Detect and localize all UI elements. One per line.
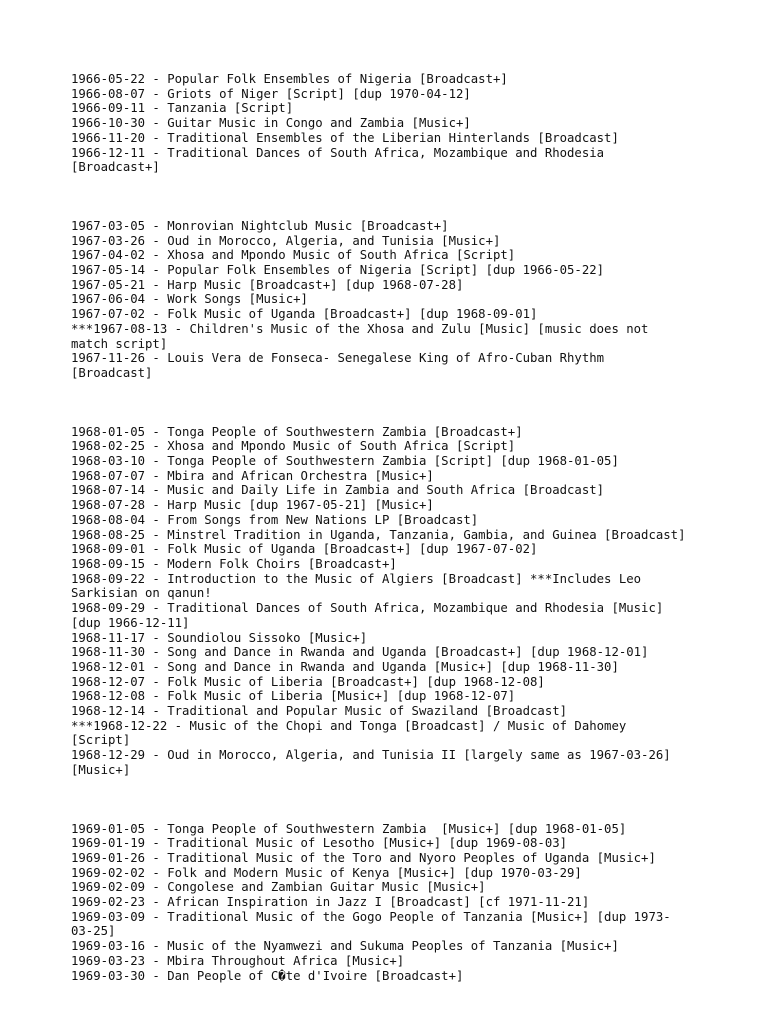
document-line: 1969-03-16 - Music of the Nyamwezi and Sukuma Peoples of Tanzania [Music+]: [71, 939, 619, 954]
document-line: 1969-03-09 - Traditional Music of the Gogo People of Tanzania [Music+] [dup 1973-: [71, 909, 671, 924]
document-line: 1968-09-22 - Introduction to the Music of Algiers [Broadcast] ***Includes Leo: [71, 571, 642, 586]
year-group-1968: [71, 425, 711, 778]
year-group-1967: [71, 219, 711, 381]
section-spacer: [71, 778, 711, 822]
document-line: 1968-12-29 - Oud in Morocco, Algeria, and Tunisia II [largely same as 1967-03-26]: [71, 748, 671, 763]
document-line: 1968-03-10 - Tonga People of Southwestern Zambia [Script] [dup 1968-01-05]: [71, 454, 619, 469]
document-line: 1967-04-02 - Xhosa and Mpondo Music of South Africa [Script]: [71, 248, 516, 263]
document-line: 1968-01-05 - Tonga People of Southwestern Zambia [Broadcast+]: [71, 424, 523, 439]
document-line: 1966-12-11 - Traditional Dances of South Africa, Mozambique and Rhodesia: [71, 145, 605, 160]
document-line: 1969-03-23 - Mbira Throughout Africa [Music+]: [71, 953, 405, 968]
document-line: 1969-03-30 - Dan People of C�te d'Ivoire [Broadcast+]: [71, 968, 464, 983]
document-page: [71, 72, 711, 983]
document-line: 1969-01-26 - Traditional Music of the Toro and Nyoro Peoples of Uganda [Music+]: [71, 850, 656, 865]
document-line: 1967-06-04 - Work Songs [Music+]: [71, 292, 308, 307]
document-line: 1968-07-28 - Harp Music [dup 1967-05-21] [Music+]: [71, 498, 434, 513]
document-line: 1969-02-09 - Congolese and Zambian Guitar Music [Music+]: [71, 880, 486, 895]
document-line: 1968-09-29 - Traditional Dances of South Africa, Mozambique and Rhodesia [Music]: [71, 601, 664, 616]
document-line: 1969-01-19 - Traditional Music of Lesotho [Music+] [dup 1969-08-03]: [71, 836, 568, 851]
document-line: ***1968-12-22 - Music of the Chopi and Tonga [Broadcast] / Music of Dahomey: [71, 718, 627, 733]
document-line: 1968-12-14 - Traditional and Popular Music of Swaziland [Broadcast]: [71, 704, 568, 719]
section-spacer: [71, 175, 711, 219]
document-line: 03-25]: [71, 924, 116, 939]
document-line: 1968-11-30 - Song and Dance in Rwanda and Uganda [Broadcast+] [dup 1968-12-01]: [71, 645, 649, 660]
document-line: 1968-07-07 - Mbira and African Orchestra [Music+]: [71, 468, 434, 483]
document-line: [Broadcast]: [71, 365, 153, 380]
document-line: 1967-03-26 - Oud in Morocco, Algeria, and Tunisia [Music+]: [71, 233, 501, 248]
document-line: 1967-07-02 - Folk Music of Uganda [Broadcast+] [dup 1968-09-01]: [71, 307, 538, 322]
document-line: [Music+]: [71, 762, 131, 777]
document-line: [Broadcast+]: [71, 160, 160, 175]
document-line: 1968-08-25 - Minstrel Tradition in Uganda, Tanzania, Gambia, and Guinea [Broadcast]: [71, 527, 686, 542]
document-line: 1967-05-14 - Popular Folk Ensembles of Nigeria [Script] [dup 1966-05-22]: [71, 263, 605, 278]
document-line: 1968-07-14 - Music and Daily Life in Zambia and South Africa [Broadcast]: [71, 483, 605, 498]
year-group-1966: [71, 72, 711, 175]
document-line: 1968-09-15 - Modern Folk Choirs [Broadcast+]: [71, 556, 397, 571]
section-spacer: [71, 381, 711, 425]
document-line: 1969-02-02 - Folk and Modern Music of Kenya [Music+] [dup 1970-03-29]: [71, 865, 582, 880]
document-line: 1969-01-05 - Tonga People of Southwestern Zambia [Music+] [dup 1968-01-05]: [71, 821, 627, 836]
document-line: ***1967-08-13 - Children's Music of the Xhosa and Zulu [Music] [music does not: [71, 321, 649, 336]
document-line: 1967-05-21 - Harp Music [Broadcast+] [dup 1968-07-28]: [71, 277, 464, 292]
document-line: 1968-12-08 - Folk Music of Liberia [Music+] [dup 1968-12-07]: [71, 689, 516, 704]
document-line: 1968-12-01 - Song and Dance in Rwanda and Uganda [Music+] [dup 1968-11-30]: [71, 659, 619, 674]
document-line: match script]: [71, 336, 168, 351]
year-group-1969: [71, 822, 711, 984]
document-line: 1966-05-22 - Popular Folk Ensembles of Nigeria [Broadcast+]: [71, 72, 508, 86]
document-line: 1966-09-11 - Tanzania [Script]: [71, 101, 294, 116]
document-line: 1968-09-01 - Folk Music of Uganda [Broadcast+] [dup 1967-07-02]: [71, 542, 538, 557]
document-line: 1968-08-04 - From Songs from New Nations LP [Broadcast]: [71, 512, 479, 527]
document-line: 1968-02-25 - Xhosa and Mpondo Music of South Africa [Script]: [71, 439, 516, 454]
document-line: 1968-12-07 - Folk Music of Liberia [Broadcast+] [dup 1968-12-08]: [71, 674, 545, 689]
document-line: 1968-11-17 - Soundiolou Sissoko [Music+]: [71, 630, 368, 645]
document-line: 1966-08-07 - Griots of Niger [Script] [dup 1970-04-12]: [71, 86, 471, 101]
document-line: 1966-11-20 - Traditional Ensembles of the Liberian Hinterlands [Broadcast]: [71, 130, 619, 145]
document-line: Sarkisian on qanun!: [71, 586, 212, 601]
document-line: [Script]: [71, 733, 131, 748]
document-line: 1967-11-26 - Louis Vera de Fonseca- Senegalese King of Afro-Cuban Rhythm: [71, 351, 605, 366]
document-line: 1966-10-30 - Guitar Music in Congo and Zambia [Music+]: [71, 116, 471, 131]
document-line: [dup 1966-12-11]: [71, 615, 190, 630]
document-line: 1969-02-23 - African Inspiration in Jazz I [Broadcast] [cf 1971-11-21]: [71, 895, 590, 910]
document-line: 1967-03-05 - Monrovian Nightclub Music [Broadcast+]: [71, 218, 449, 233]
